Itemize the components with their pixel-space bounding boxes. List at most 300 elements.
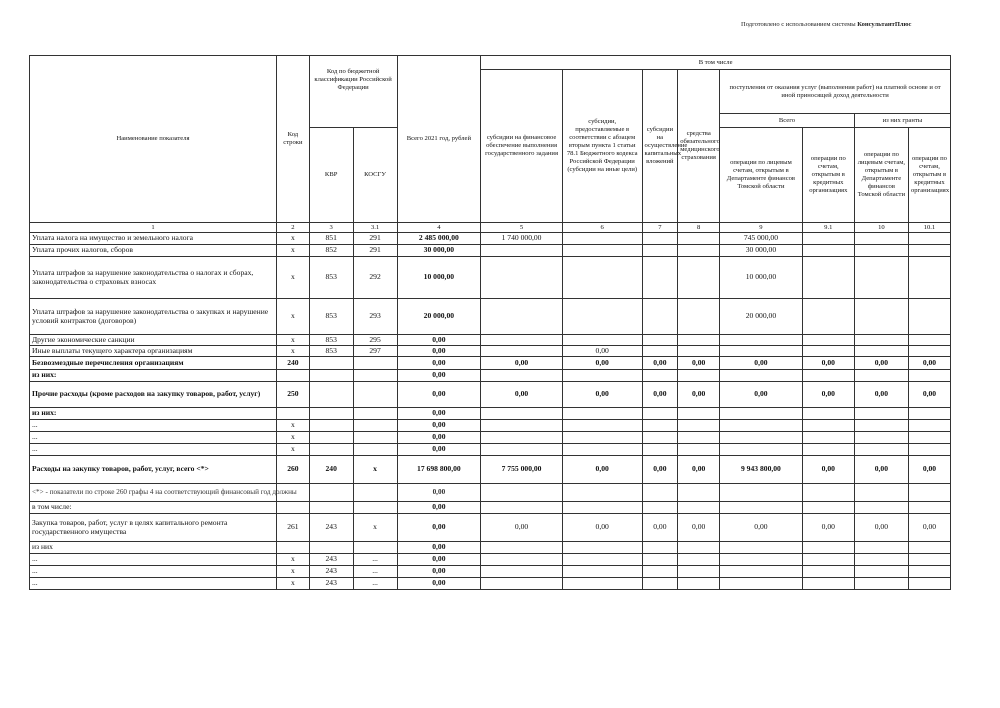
row-col5 [481, 408, 563, 420]
row-kvr: 243 [309, 514, 353, 542]
header-kosgu: КОСГУ [353, 128, 397, 223]
row-code [277, 370, 310, 382]
row-kosgu: ... [353, 554, 397, 566]
header-col9: операции по лицевым счетам, открытым в Департаменте финансов Томской области [720, 128, 803, 223]
row-col6 [562, 245, 642, 257]
table-row [30, 245, 951, 257]
row-col6 [562, 335, 642, 346]
row-kvr: 853 [309, 257, 353, 299]
row-col6 [562, 444, 642, 456]
row-col9 [720, 346, 803, 357]
row-col7 [642, 432, 678, 444]
row-col91 [802, 370, 854, 382]
row-col101 [908, 554, 950, 566]
row-col5: 0,00 [481, 357, 563, 370]
row-col7 [642, 554, 678, 566]
row-col7: 0,00 [642, 382, 678, 408]
row-col91 [802, 554, 854, 566]
row-name: из них [30, 542, 277, 554]
row-kosgu [353, 502, 397, 514]
row-col10 [854, 346, 908, 357]
row-col5 [481, 346, 563, 357]
column-number: 5 [481, 223, 563, 233]
row-col7 [642, 444, 678, 456]
row-col6 [562, 370, 642, 382]
row-col8 [678, 542, 720, 554]
row-code: 261 [277, 514, 310, 542]
row-kosgu: 293 [353, 299, 397, 335]
row-name: Уплата штрафов за нарушение законодательства о налогах и сборах, законодательства о страховых взносах [30, 257, 277, 299]
row-col101 [908, 444, 950, 456]
row-col7 [642, 299, 678, 335]
row-total: 0,00 [397, 382, 481, 408]
row-col101 [908, 542, 950, 554]
column-number: 10.1 [908, 223, 950, 233]
row-name: в том числе: [30, 502, 277, 514]
row-total: 20 000,00 [397, 299, 481, 335]
row-kosgu: 297 [353, 346, 397, 357]
row-col101 [908, 566, 950, 578]
row-col6: 0,00 [562, 382, 642, 408]
row-col8 [678, 566, 720, 578]
row-col6: 0,00 [562, 357, 642, 370]
row-code: x [277, 245, 310, 257]
row-col101 [908, 299, 950, 335]
row-col10: 0,00 [854, 456, 908, 484]
row-col5 [481, 554, 563, 566]
table-row [30, 382, 951, 408]
row-col91 [802, 542, 854, 554]
table-row [30, 456, 951, 484]
table-row [30, 357, 951, 370]
row-code: x [277, 444, 310, 456]
row-col9 [720, 432, 803, 444]
row-kosgu: 291 [353, 233, 397, 245]
table-row [30, 578, 951, 590]
row-name: Уплата штрафов за нарушение законодательства о закупках и нарушение условий контрактов (договоров) [30, 299, 277, 335]
row-col91 [802, 408, 854, 420]
row-col5 [481, 370, 563, 382]
row-code: x [277, 432, 310, 444]
row-kvr: 240 [309, 456, 353, 484]
row-col101: 0,00 [908, 514, 950, 542]
row-total: 10 000,00 [397, 257, 481, 299]
header-col7: субсидии на осуществление капитальных вложений [642, 70, 678, 223]
row-col91 [802, 444, 854, 456]
row-kvr: 853 [309, 299, 353, 335]
row-code: x [277, 335, 310, 346]
column-number: 6 [562, 223, 642, 233]
row-kvr [309, 484, 353, 502]
row-kvr [309, 370, 353, 382]
row-col9 [720, 578, 803, 590]
row-kvr: 852 [309, 245, 353, 257]
row-col8: 0,00 [678, 456, 720, 484]
row-code: x [277, 233, 310, 245]
row-col6 [562, 554, 642, 566]
row-col9: 9 943 800,00 [720, 456, 803, 484]
column-number: 7 [642, 223, 678, 233]
row-col9 [720, 566, 803, 578]
row-col91 [802, 502, 854, 514]
row-kosgu [353, 542, 397, 554]
row-total: 0,00 [397, 370, 481, 382]
row-name: ... [30, 554, 277, 566]
row-col9 [720, 502, 803, 514]
row-col6 [562, 408, 642, 420]
row-kvr: 243 [309, 578, 353, 590]
row-col10 [854, 542, 908, 554]
header-col5: субсидии на финансовое обеспечение выполнения государственного задания [481, 70, 563, 223]
row-total: 0,00 [397, 502, 481, 514]
row-total: 17 698 800,00 [397, 456, 481, 484]
row-code: x [277, 420, 310, 432]
row-kvr [309, 432, 353, 444]
row-col7 [642, 542, 678, 554]
table-row [30, 233, 951, 245]
row-col9: 20 000,00 [720, 299, 803, 335]
row-kosgu [353, 370, 397, 382]
header-code: Код строки [277, 56, 310, 223]
row-kvr [309, 408, 353, 420]
table-row [30, 554, 951, 566]
row-col5: 1 740 000,00 [481, 233, 563, 245]
row-col7: 0,00 [642, 357, 678, 370]
row-name: ... [30, 432, 277, 444]
row-col10 [854, 566, 908, 578]
row-col8 [678, 432, 720, 444]
row-col8 [678, 245, 720, 257]
row-col5 [481, 502, 563, 514]
row-name: ... [30, 420, 277, 432]
column-number: 2 [277, 223, 310, 233]
row-code: x [277, 566, 310, 578]
row-kvr: 243 [309, 554, 353, 566]
row-col8 [678, 346, 720, 357]
row-col10 [854, 245, 908, 257]
row-col5 [481, 299, 563, 335]
row-col10 [854, 502, 908, 514]
financial-report-table [29, 55, 951, 590]
row-col9: 0,00 [720, 514, 803, 542]
row-col101 [908, 233, 950, 245]
row-col101 [908, 432, 950, 444]
row-col10 [854, 335, 908, 346]
row-col8 [678, 502, 720, 514]
row-total: 0,00 [397, 554, 481, 566]
row-col10 [854, 432, 908, 444]
row-kosgu: x [353, 456, 397, 484]
column-number: 8 [678, 223, 720, 233]
row-col8 [678, 408, 720, 420]
row-col5 [481, 542, 563, 554]
column-number: 3.1 [353, 223, 397, 233]
row-total: 0,00 [397, 420, 481, 432]
row-col5: 7 755 000,00 [481, 456, 563, 484]
row-name: ... [30, 566, 277, 578]
row-name: <*> - показатели по строке 260 графы 4 на соответствующий финансовый год должны [30, 484, 277, 502]
row-kosgu [353, 432, 397, 444]
table-row [30, 502, 951, 514]
row-name: Другие экономические санкции [30, 335, 277, 346]
row-col8 [678, 554, 720, 566]
table-row [30, 370, 951, 382]
row-kosgu: 295 [353, 335, 397, 346]
row-total: 2 485 000,00 [397, 233, 481, 245]
row-col9: 10 000,00 [720, 257, 803, 299]
row-col8 [678, 370, 720, 382]
row-name: ... [30, 444, 277, 456]
row-total: 0,00 [397, 514, 481, 542]
row-col6 [562, 299, 642, 335]
row-name: из них: [30, 370, 277, 382]
row-col91 [802, 245, 854, 257]
row-kvr [309, 382, 353, 408]
row-name: из них: [30, 408, 277, 420]
row-col6: 0,00 [562, 346, 642, 357]
row-col7: 0,00 [642, 456, 678, 484]
row-code: x [277, 578, 310, 590]
row-col7 [642, 370, 678, 382]
row-col6 [562, 257, 642, 299]
table-row [30, 408, 951, 420]
row-col10 [854, 484, 908, 502]
row-col8: 0,00 [678, 514, 720, 542]
row-col10 [854, 578, 908, 590]
prepared-by-text: Подготовлено с использованием системы [741, 21, 858, 28]
row-col7 [642, 335, 678, 346]
header-budget-code: Код по бюджетной классификации Российской Федерации [309, 56, 397, 128]
row-col9: 0,00 [720, 357, 803, 370]
row-col101 [908, 335, 950, 346]
row-col6 [562, 578, 642, 590]
row-code [277, 542, 310, 554]
row-col10 [854, 408, 908, 420]
table-row [30, 444, 951, 456]
row-name: Уплата налога на имущество и земельного налога [30, 233, 277, 245]
row-col101: 0,00 [908, 357, 950, 370]
row-kvr: 851 [309, 233, 353, 245]
row-code: 240 [277, 357, 310, 370]
row-col101 [908, 420, 950, 432]
header-col6: субсидии, предоставляемые в соответствии с абзацем вторым пункта 1 статьи 78.1 Бюджетного кодекса Российской Федерации (субсидии на иные цели) [562, 70, 642, 223]
row-col8: 0,00 [678, 382, 720, 408]
header-total: Всего 2021 год, рублей [397, 56, 481, 223]
column-number: 1 [30, 223, 277, 233]
row-total: 0,00 [397, 408, 481, 420]
row-kosgu: 291 [353, 245, 397, 257]
row-kosgu: 292 [353, 257, 397, 299]
table-row [30, 299, 951, 335]
row-kvr [309, 542, 353, 554]
row-col10 [854, 370, 908, 382]
row-col6: 0,00 [562, 456, 642, 484]
row-name: Прочие расходы (кроме расходов на закупку товаров, работ, услуг) [30, 382, 277, 408]
row-col9 [720, 484, 803, 502]
row-kosgu [353, 408, 397, 420]
header-income: поступления от оказания услуг (выполнения работ) на платной основе и от иной приносящей доход деятельности [720, 70, 951, 114]
row-col91 [802, 484, 854, 502]
header-col101: операции по счетам, открытым в кредитных организациях [908, 128, 950, 223]
row-kvr [309, 444, 353, 456]
row-name: Безвозмездные перечисления организациям [30, 357, 277, 370]
row-col7: 0,00 [642, 514, 678, 542]
column-number: 9 [720, 223, 803, 233]
row-col8 [678, 420, 720, 432]
row-col5 [481, 257, 563, 299]
row-col9 [720, 370, 803, 382]
row-col101 [908, 245, 950, 257]
row-col7 [642, 233, 678, 245]
row-col91 [802, 346, 854, 357]
row-col101 [908, 578, 950, 590]
row-code: x [277, 299, 310, 335]
row-col7 [642, 566, 678, 578]
row-col9 [720, 542, 803, 554]
row-col9: 0,00 [720, 382, 803, 408]
row-kosgu [353, 382, 397, 408]
row-col8 [678, 335, 720, 346]
row-code [277, 502, 310, 514]
row-kosgu: ... [353, 578, 397, 590]
row-col91: 0,00 [802, 456, 854, 484]
row-kosgu: x [353, 514, 397, 542]
column-number: 3 [309, 223, 353, 233]
row-kosgu [353, 420, 397, 432]
table-row [30, 257, 951, 299]
row-col7 [642, 484, 678, 502]
row-code: x [277, 554, 310, 566]
row-col5 [481, 245, 563, 257]
row-col91 [802, 432, 854, 444]
row-total: 0,00 [397, 357, 481, 370]
row-col8 [678, 578, 720, 590]
row-col101 [908, 502, 950, 514]
header-including: В том числе [481, 56, 951, 70]
row-name: ... [30, 578, 277, 590]
row-name: Уплата прочих налогов, сборов [30, 245, 277, 257]
row-code: 250 [277, 382, 310, 408]
column-number: 4 [397, 223, 481, 233]
row-total: 0,00 [397, 484, 481, 502]
row-col6 [562, 420, 642, 432]
header-col8: средства обязательного медицинского страхования [678, 70, 720, 223]
row-col8 [678, 444, 720, 456]
row-name: Закупка товаров, работ, услуг в целях капитального ремонта государственного имущества [30, 514, 277, 542]
row-total: 0,00 [397, 432, 481, 444]
row-col10 [854, 420, 908, 432]
row-col91: 0,00 [802, 514, 854, 542]
row-code: 260 [277, 456, 310, 484]
row-total: 0,00 [397, 542, 481, 554]
prepared-by-brand: КонсультантПлюс [857, 21, 912, 28]
row-col8 [678, 484, 720, 502]
header-col10: операции по лицевым счетам, открытым в Департаменте финансов Томской области [854, 128, 908, 223]
header-col91: операции по счетам, открытым в кредитных организациях [802, 128, 854, 223]
row-col8 [678, 257, 720, 299]
row-kvr: 853 [309, 346, 353, 357]
table-row [30, 542, 951, 554]
row-total: 0,00 [397, 578, 481, 590]
prepared-by-note [741, 21, 911, 28]
row-col91 [802, 578, 854, 590]
row-col9: 30 000,00 [720, 245, 803, 257]
row-col91 [802, 299, 854, 335]
row-code: x [277, 346, 310, 357]
column-number: 9.1 [802, 223, 854, 233]
row-kosgu [353, 444, 397, 456]
row-col10 [854, 299, 908, 335]
column-number: 10 [854, 223, 908, 233]
row-col91 [802, 335, 854, 346]
row-col6 [562, 432, 642, 444]
row-col101 [908, 257, 950, 299]
row-kvr: 243 [309, 566, 353, 578]
row-col9 [720, 408, 803, 420]
row-name: Иные выплаты текущего характера организациям [30, 346, 277, 357]
row-col91 [802, 257, 854, 299]
row-col10: 0,00 [854, 514, 908, 542]
header-name: Наименование показателя [30, 56, 277, 223]
row-total: 0,00 [397, 566, 481, 578]
row-col5 [481, 566, 563, 578]
row-col9 [720, 420, 803, 432]
row-kvr: 853 [309, 335, 353, 346]
row-col5 [481, 432, 563, 444]
row-col5 [481, 484, 563, 502]
row-kosgu [353, 484, 397, 502]
row-col5 [481, 578, 563, 590]
row-col7 [642, 502, 678, 514]
row-kosgu [353, 357, 397, 370]
row-col91 [802, 566, 854, 578]
table-row [30, 346, 951, 357]
table-row [30, 514, 951, 542]
column-numbers-row [30, 223, 951, 233]
row-col101 [908, 370, 950, 382]
row-col5 [481, 420, 563, 432]
row-col5: 0,00 [481, 382, 563, 408]
row-col10 [854, 233, 908, 245]
row-col91: 0,00 [802, 382, 854, 408]
row-total: 0,00 [397, 335, 481, 346]
row-col101: 0,00 [908, 456, 950, 484]
row-col8: 0,00 [678, 357, 720, 370]
row-col101 [908, 408, 950, 420]
row-col10: 0,00 [854, 357, 908, 370]
row-name: Расходы на закупку товаров, работ, услуг, всего <*> [30, 456, 277, 484]
row-col91: 0,00 [802, 357, 854, 370]
row-col6: 0,00 [562, 514, 642, 542]
row-col91 [802, 420, 854, 432]
header-kvr: КВР [309, 128, 353, 223]
row-code [277, 408, 310, 420]
row-col5: 0,00 [481, 514, 563, 542]
table-row [30, 335, 951, 346]
table-row [30, 566, 951, 578]
row-col6 [562, 484, 642, 502]
row-kvr [309, 420, 353, 432]
header-all: Всего [720, 114, 855, 128]
row-total: 0,00 [397, 444, 481, 456]
row-col7 [642, 245, 678, 257]
row-col6 [562, 542, 642, 554]
row-col101 [908, 346, 950, 357]
row-col101: 0,00 [908, 382, 950, 408]
row-col9 [720, 444, 803, 456]
header-grants: из них гранты [854, 114, 950, 128]
row-col6 [562, 566, 642, 578]
